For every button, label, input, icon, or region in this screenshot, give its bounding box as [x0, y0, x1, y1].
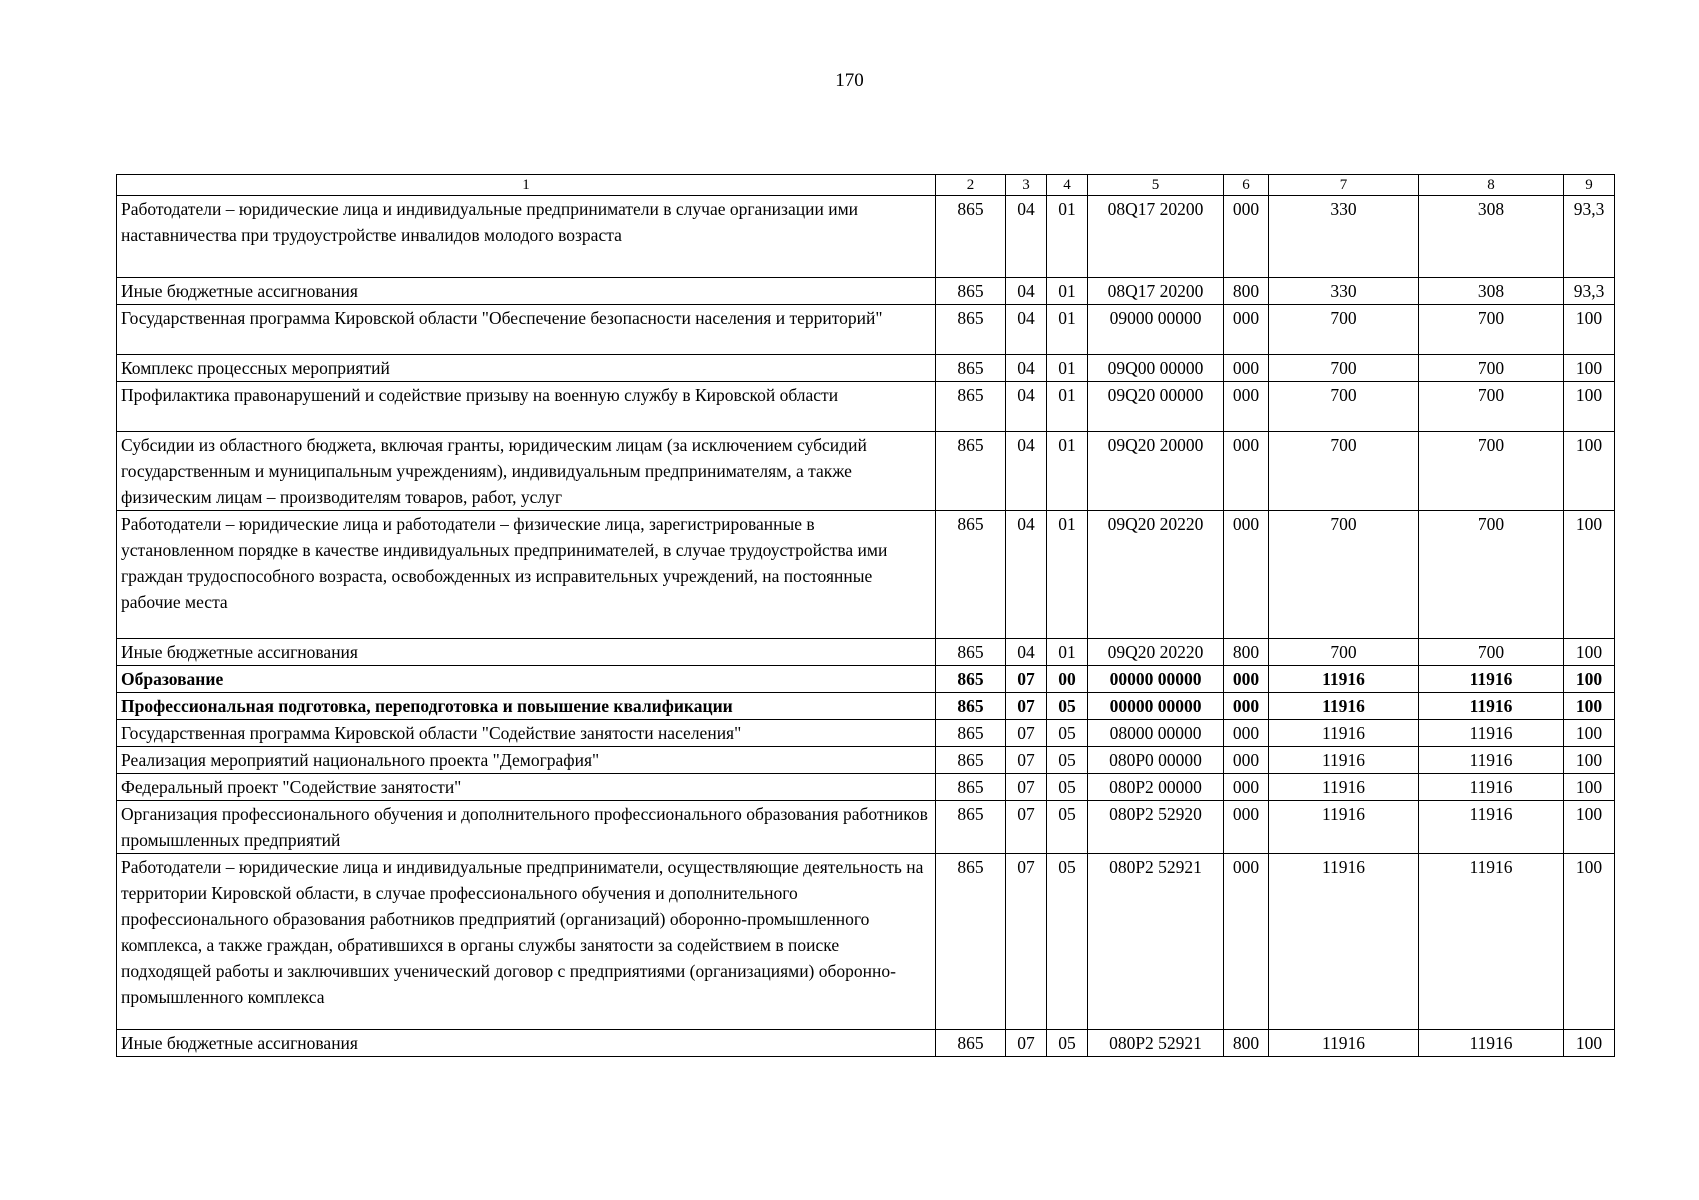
cell-target-article: 09Q20 00000: [1088, 382, 1224, 432]
table-row: [117, 511, 1615, 639]
cell-executed: 11916: [1419, 693, 1564, 720]
cell-executed: 308: [1419, 278, 1564, 305]
cell-expense-type: 000: [1224, 511, 1269, 639]
cell-executed: 700: [1419, 382, 1564, 432]
cell-subsection: 01: [1047, 355, 1088, 382]
cell-planned: 11916: [1269, 693, 1419, 720]
cell-code: 865: [936, 305, 1006, 355]
cell-planned: 11916: [1269, 666, 1419, 693]
cell-percent: 100: [1564, 666, 1615, 693]
cell-subsection: 01: [1047, 196, 1088, 278]
row-name: Работодатели – юридические лица и индивидуальные предприниматели в случае организации ими наставничества при трудоустройстве инвалидов молодого возраста: [117, 196, 936, 278]
row-name: Федеральный проект "Содействие занятости": [117, 774, 936, 801]
cell-expense-type: 000: [1224, 693, 1269, 720]
cell-planned: 700: [1269, 432, 1419, 511]
cell-code: 865: [936, 196, 1006, 278]
cell-executed: 700: [1419, 432, 1564, 511]
cell-section: 07: [1006, 666, 1047, 693]
cell-target-article: 00000 00000: [1088, 666, 1224, 693]
cell-subsection: 05: [1047, 693, 1088, 720]
cell-expense-type: 000: [1224, 666, 1269, 693]
cell-expense-type: 000: [1224, 382, 1269, 432]
row-name: Организация профессионального обучения и дополнительного профессионального образования работников промышленных предприятий: [117, 801, 936, 854]
cell-subsection: 00: [1047, 666, 1088, 693]
cell-code: 865: [936, 854, 1006, 1030]
cell-executed: 700: [1419, 355, 1564, 382]
table-row: [117, 774, 1615, 801]
cell-section: 04: [1006, 639, 1047, 666]
cell-percent: 100: [1564, 432, 1615, 511]
cell-target-article: 080P2 52921: [1088, 1030, 1224, 1057]
cell-section: 04: [1006, 278, 1047, 305]
cell-expense-type: 000: [1224, 720, 1269, 747]
table-row: [117, 666, 1615, 693]
cell-code: 865: [936, 355, 1006, 382]
cell-section: 04: [1006, 196, 1047, 278]
table-row: [117, 720, 1615, 747]
row-name: Работодатели – юридические лица и индивидуальные предприниматели, осуществляющие деятельность на территории Кировской области, в случае профессионального обучения и дополнительного профессионального образования работников предприятий (организаций) оборонно-промышленного комплекса, а также граждан, обратившихся в органы службы занятости за содействием в поиске подходящей работы и заключивших ученический договор с предприятиями (организациями) оборонно-промышленного комплекса: [117, 854, 936, 1030]
row-name: Комплекс процессных мероприятий: [117, 355, 936, 382]
cell-planned: 11916: [1269, 720, 1419, 747]
cell-planned: 11916: [1269, 854, 1419, 1030]
cell-executed: 11916: [1419, 801, 1564, 854]
cell-subsection: 01: [1047, 511, 1088, 639]
cell-target-article: 080P2 52921: [1088, 854, 1224, 1030]
cell-executed: 700: [1419, 639, 1564, 666]
cell-planned: 11916: [1269, 774, 1419, 801]
cell-section: 07: [1006, 693, 1047, 720]
cell-expense-type: 000: [1224, 196, 1269, 278]
row-name: Государственная программа Кировской области "Обеспечение безопасности населения и территорий": [117, 305, 936, 355]
cell-percent: 100: [1564, 747, 1615, 774]
cell-executed: 700: [1419, 511, 1564, 639]
cell-target-article: 080P2 52920: [1088, 801, 1224, 854]
cell-section: 07: [1006, 720, 1047, 747]
column-header: 7: [1269, 175, 1419, 196]
cell-planned: 11916: [1269, 1030, 1419, 1057]
cell-subsection: 05: [1047, 1030, 1088, 1057]
table-row: [117, 747, 1615, 774]
cell-expense-type: 000: [1224, 305, 1269, 355]
table-row: [117, 355, 1615, 382]
cell-executed: 11916: [1419, 720, 1564, 747]
cell-code: 865: [936, 1030, 1006, 1057]
cell-expense-type: 000: [1224, 801, 1269, 854]
column-header: 9: [1564, 175, 1615, 196]
cell-target-article: 00000 00000: [1088, 693, 1224, 720]
cell-expense-type: 800: [1224, 1030, 1269, 1057]
cell-subsection: 01: [1047, 278, 1088, 305]
cell-executed: 11916: [1419, 747, 1564, 774]
cell-code: 865: [936, 432, 1006, 511]
cell-expense-type: 000: [1224, 747, 1269, 774]
budget-table: [116, 174, 1615, 1057]
column-header: 6: [1224, 175, 1269, 196]
column-header: 5: [1088, 175, 1224, 196]
table-row: [117, 196, 1615, 278]
cell-percent: 100: [1564, 693, 1615, 720]
cell-target-article: 08Q17 20200: [1088, 278, 1224, 305]
table-row: [117, 693, 1615, 720]
cell-percent: 100: [1564, 355, 1615, 382]
row-name: Профессиональная подготовка, переподготовка и повышение квалификации: [117, 693, 936, 720]
cell-section: 04: [1006, 511, 1047, 639]
cell-code: 865: [936, 278, 1006, 305]
column-header: 1: [117, 175, 936, 196]
cell-expense-type: 000: [1224, 355, 1269, 382]
cell-percent: 100: [1564, 305, 1615, 355]
cell-code: 865: [936, 639, 1006, 666]
cell-code: 865: [936, 693, 1006, 720]
cell-expense-type: 800: [1224, 278, 1269, 305]
cell-target-article: 09Q00 00000: [1088, 355, 1224, 382]
cell-executed: 11916: [1419, 854, 1564, 1030]
header-row: [117, 175, 1615, 196]
cell-planned: 700: [1269, 639, 1419, 666]
cell-planned: 11916: [1269, 801, 1419, 854]
column-header: 4: [1047, 175, 1088, 196]
cell-executed: 11916: [1419, 666, 1564, 693]
cell-planned: 11916: [1269, 747, 1419, 774]
cell-code: 865: [936, 801, 1006, 854]
cell-code: 865: [936, 382, 1006, 432]
table-row: [117, 305, 1615, 355]
row-name: Иные бюджетные ассигнования: [117, 1030, 936, 1057]
cell-percent: 100: [1564, 382, 1615, 432]
cell-percent: 93,3: [1564, 196, 1615, 278]
table-row: [117, 854, 1615, 1030]
cell-planned: 330: [1269, 278, 1419, 305]
cell-target-article: 080P0 00000: [1088, 747, 1224, 774]
cell-executed: 700: [1419, 305, 1564, 355]
column-header: 8: [1419, 175, 1564, 196]
cell-section: 07: [1006, 1030, 1047, 1057]
cell-section: 04: [1006, 382, 1047, 432]
cell-executed: 11916: [1419, 774, 1564, 801]
cell-expense-type: 000: [1224, 854, 1269, 1030]
cell-subsection: 05: [1047, 747, 1088, 774]
column-header: 2: [936, 175, 1006, 196]
cell-target-article: 08000 00000: [1088, 720, 1224, 747]
cell-code: 865: [936, 511, 1006, 639]
cell-percent: 100: [1564, 854, 1615, 1030]
cell-executed: 308: [1419, 196, 1564, 278]
cell-subsection: 01: [1047, 305, 1088, 355]
row-name: Работодатели – юридические лица и работодатели – физические лица, зарегистрированные в установленном порядке в качестве индивидуальных предпринимателей, в случае трудоустройства ими граждан трудоспособного возраста, освобожденных из исправительных учреждений, на постоянные рабочие места: [117, 511, 936, 639]
cell-planned: 700: [1269, 355, 1419, 382]
table-row: [117, 639, 1615, 666]
cell-target-article: 080P2 00000: [1088, 774, 1224, 801]
row-name: Иные бюджетные ассигнования: [117, 639, 936, 666]
cell-expense-type: 800: [1224, 639, 1269, 666]
cell-section: 07: [1006, 774, 1047, 801]
table-row: [117, 432, 1615, 511]
cell-subsection: 05: [1047, 720, 1088, 747]
cell-subsection: 05: [1047, 774, 1088, 801]
page-number: 170: [835, 70, 864, 91]
row-name: Субсидии из областного бюджета, включая гранты, юридическим лицам (за исключением субсидий государственным и муниципальным учреждениям), индивидуальным предпринимателям, а также физическим лицам – производителям товаров, работ, услуг: [117, 432, 936, 511]
cell-section: 07: [1006, 854, 1047, 1030]
table-row: [117, 1030, 1615, 1057]
cell-percent: 100: [1564, 801, 1615, 854]
cell-percent: 100: [1564, 1030, 1615, 1057]
table-row: [117, 278, 1615, 305]
cell-target-article: 09Q20 20000: [1088, 432, 1224, 511]
cell-section: 04: [1006, 432, 1047, 511]
cell-target-article: 08Q17 20200: [1088, 196, 1224, 278]
cell-code: 865: [936, 720, 1006, 747]
cell-percent: 100: [1564, 639, 1615, 666]
cell-percent: 100: [1564, 774, 1615, 801]
cell-percent: 100: [1564, 511, 1615, 639]
cell-section: 07: [1006, 801, 1047, 854]
cell-code: 865: [936, 774, 1006, 801]
cell-target-article: 09000 00000: [1088, 305, 1224, 355]
cell-planned: 700: [1269, 305, 1419, 355]
cell-expense-type: 000: [1224, 432, 1269, 511]
cell-planned: 330: [1269, 196, 1419, 278]
cell-section: 04: [1006, 355, 1047, 382]
cell-percent: 100: [1564, 720, 1615, 747]
row-name: Образование: [117, 666, 936, 693]
cell-code: 865: [936, 747, 1006, 774]
cell-percent: 93,3: [1564, 278, 1615, 305]
cell-target-article: 09Q20 20220: [1088, 511, 1224, 639]
cell-executed: 11916: [1419, 1030, 1564, 1057]
row-name: Государственная программа Кировской области "Содействие занятости населения": [117, 720, 936, 747]
column-header: 3: [1006, 175, 1047, 196]
cell-subsection: 05: [1047, 801, 1088, 854]
row-name: Профилактика правонарушений и содействие призыву на военную службу в Кировской области: [117, 382, 936, 432]
cell-expense-type: 000: [1224, 774, 1269, 801]
row-name: Иные бюджетные ассигнования: [117, 278, 936, 305]
row-name: Реализация мероприятий национального проекта "Демография": [117, 747, 936, 774]
cell-subsection: 01: [1047, 639, 1088, 666]
cell-target-article: 09Q20 20220: [1088, 639, 1224, 666]
cell-planned: 700: [1269, 511, 1419, 639]
cell-subsection: 01: [1047, 432, 1088, 511]
cell-subsection: 05: [1047, 854, 1088, 1030]
cell-subsection: 01: [1047, 382, 1088, 432]
cell-code: 865: [936, 666, 1006, 693]
cell-section: 07: [1006, 747, 1047, 774]
table-row: [117, 801, 1615, 854]
cell-section: 04: [1006, 305, 1047, 355]
table-row: [117, 382, 1615, 432]
cell-planned: 700: [1269, 382, 1419, 432]
